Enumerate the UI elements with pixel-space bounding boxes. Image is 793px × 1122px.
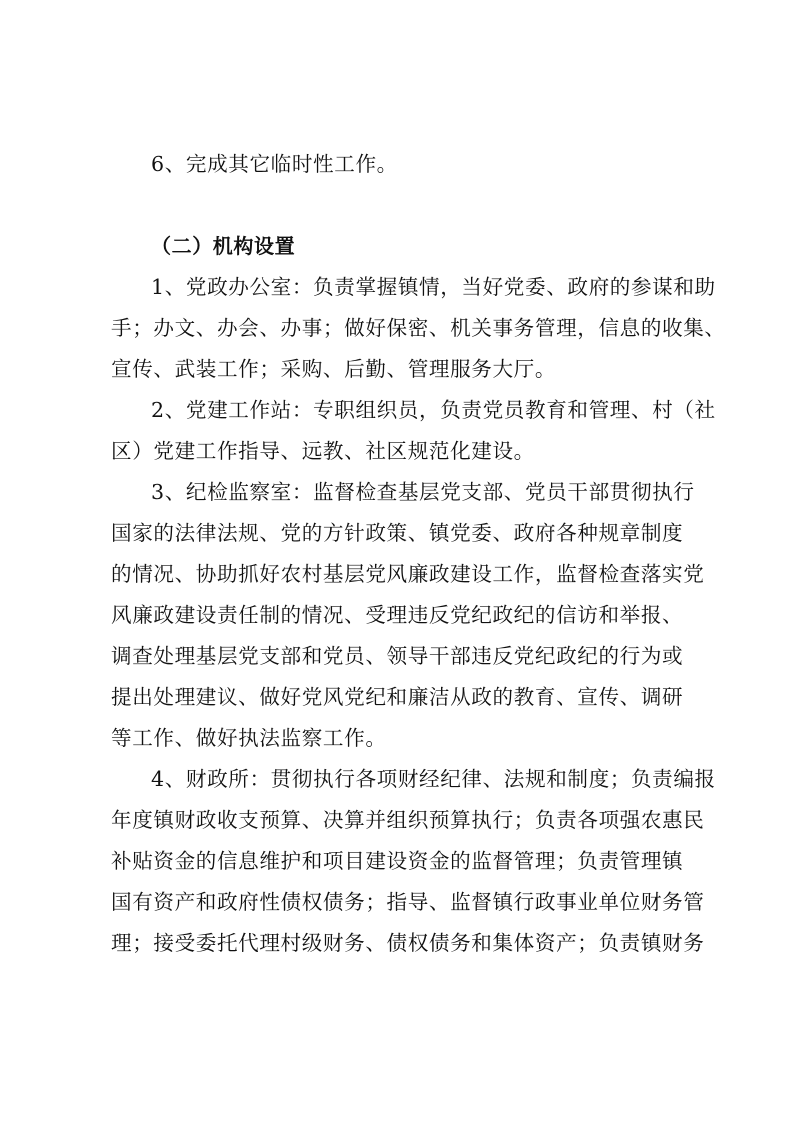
paragraph-3-line-3: 的情况、协助抓好农村基层党风廉政建设工作，监督检查落实党 (111, 562, 705, 586)
paragraph-3-line-7: 等工作、做好执法监察工作。 (111, 726, 387, 750)
paragraph-3-line-6: 提出处理建议、做好党风党纪和廉洁从政的教育、宣传、调研 (111, 685, 684, 709)
paragraph-3-line-2: 国家的法律法规、党的方针政策、镇党委、政府各种规章制度 (111, 521, 684, 545)
paragraph-4-line-2: 年度镇财政收支预算、决算并组织预算执行；负责各项强农惠民 (111, 808, 705, 832)
paragraph-4-line-4: 国有资产和政府性债权债务；指导、监督镇行政事业单位财务管 (111, 890, 705, 914)
paragraph-2-line-2: 区）党建工作指导、远教、社区规范化建设。 (111, 439, 535, 463)
paragraph-3-line-5: 调查处理基层党支部和党员、领导干部违反党纪政纪的行为或 (111, 644, 684, 668)
paragraph-3-line-1: 3、纪检监察室：监督检查基层党支部、党员干部贯彻执行 (151, 480, 695, 504)
paragraph-4-line-1: 4、财政所：贯彻执行各项财经纪律、法规和制度；负责编报 (151, 767, 716, 791)
item-6-text: 6、完成其它临时性工作。 (151, 152, 398, 176)
paragraph-1-line-3: 宣传、武装工作；采购、后勤、管理服务大厅。 (111, 357, 557, 381)
paragraph-1-line-1: 1、党政办公室：负责掌握镇情，当好党委、政府的参谋和助 (151, 275, 716, 299)
paragraph-4-line-5: 理；接受委托代理村级财务、债权债务和集体资产；负责镇财务 (111, 931, 705, 955)
paragraph-4-line-3: 补贴资金的信息维护和项目建设资金的监督管理；负责管理镇 (111, 849, 684, 873)
paragraph-2-line-1: 2、党建工作站：专职组织员，负责党员教育和管理、村（社 (151, 398, 716, 422)
section-heading: （二）机构设置 (151, 234, 296, 258)
paragraph-1-line-2: 手；办文、办会、办事；做好保密、机关事务管理，信息的收集、 (111, 316, 726, 340)
paragraph-3-line-4: 风廉政建设责任制的情况、受理违反党纪政纪的信访和举报、 (111, 603, 684, 627)
